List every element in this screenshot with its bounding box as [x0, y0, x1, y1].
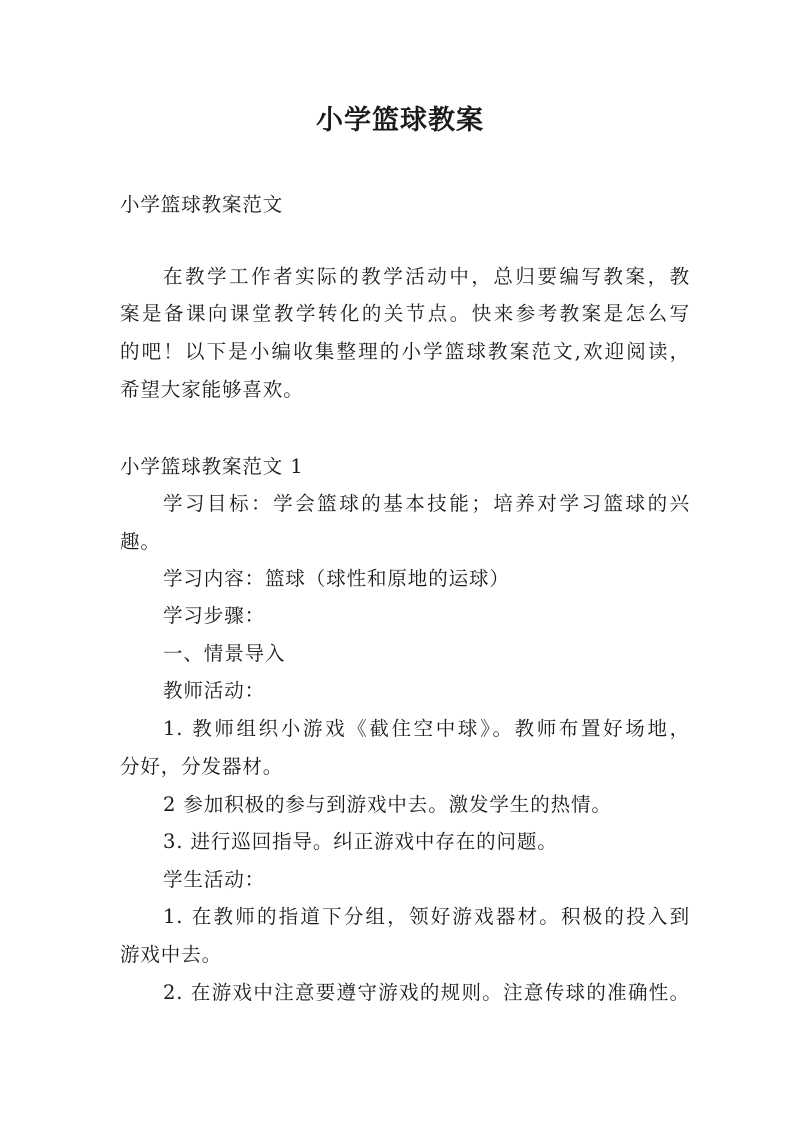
part-heading: 一、情景导入	[163, 642, 286, 665]
student-heading: 学生活动：	[163, 868, 266, 891]
teacher-item: 1. 教师组织小游戏《截住空中球》。教师布置好场地，	[163, 717, 690, 740]
steps-line: 学习步骤：	[163, 604, 266, 627]
goal-line: 趣。	[120, 530, 161, 553]
intro-line: 希望大家能够喜欢。	[120, 378, 304, 401]
intro-line: 的吧！以下是小编收集整理的小学篮球教案范文,欢迎阅读，	[120, 340, 690, 363]
document-subtitle: 小学篮球教案范文	[120, 193, 284, 216]
teacher-item: 分好，分发器材。	[120, 755, 284, 778]
goal-line: 学习目标：学会篮球的基本技能；培养对学习篮球的兴	[163, 492, 690, 515]
intro-line: 案是备课向课堂教学转化的关节点。快来参考教案是怎么写	[120, 302, 690, 325]
teacher-item: 2 参加积极的参与到游戏中去。激发学生的热情。	[163, 793, 612, 816]
content-line: 学习内容：篮球（球性和原地的运球）	[163, 567, 510, 590]
student-item: 游戏中去。	[120, 943, 223, 966]
teacher-heading: 教师活动：	[163, 679, 266, 702]
intro-line: 在教学工作者实际的教学活动中，总归要编写教案，教	[163, 265, 690, 288]
section-heading: 小学篮球教案范文 1	[120, 455, 304, 478]
document-title: 小学篮球教案	[316, 105, 484, 136]
teacher-item: 3. 进行巡回指导。纠正游戏中存在的问题。	[163, 830, 558, 853]
student-item: 2. 在游戏中注意要遵守游戏的规则。注意传球的准确性。	[163, 981, 690, 1004]
student-item: 1. 在教师的指道下分组，领好游戏器材。积极的投入到	[163, 905, 690, 928]
